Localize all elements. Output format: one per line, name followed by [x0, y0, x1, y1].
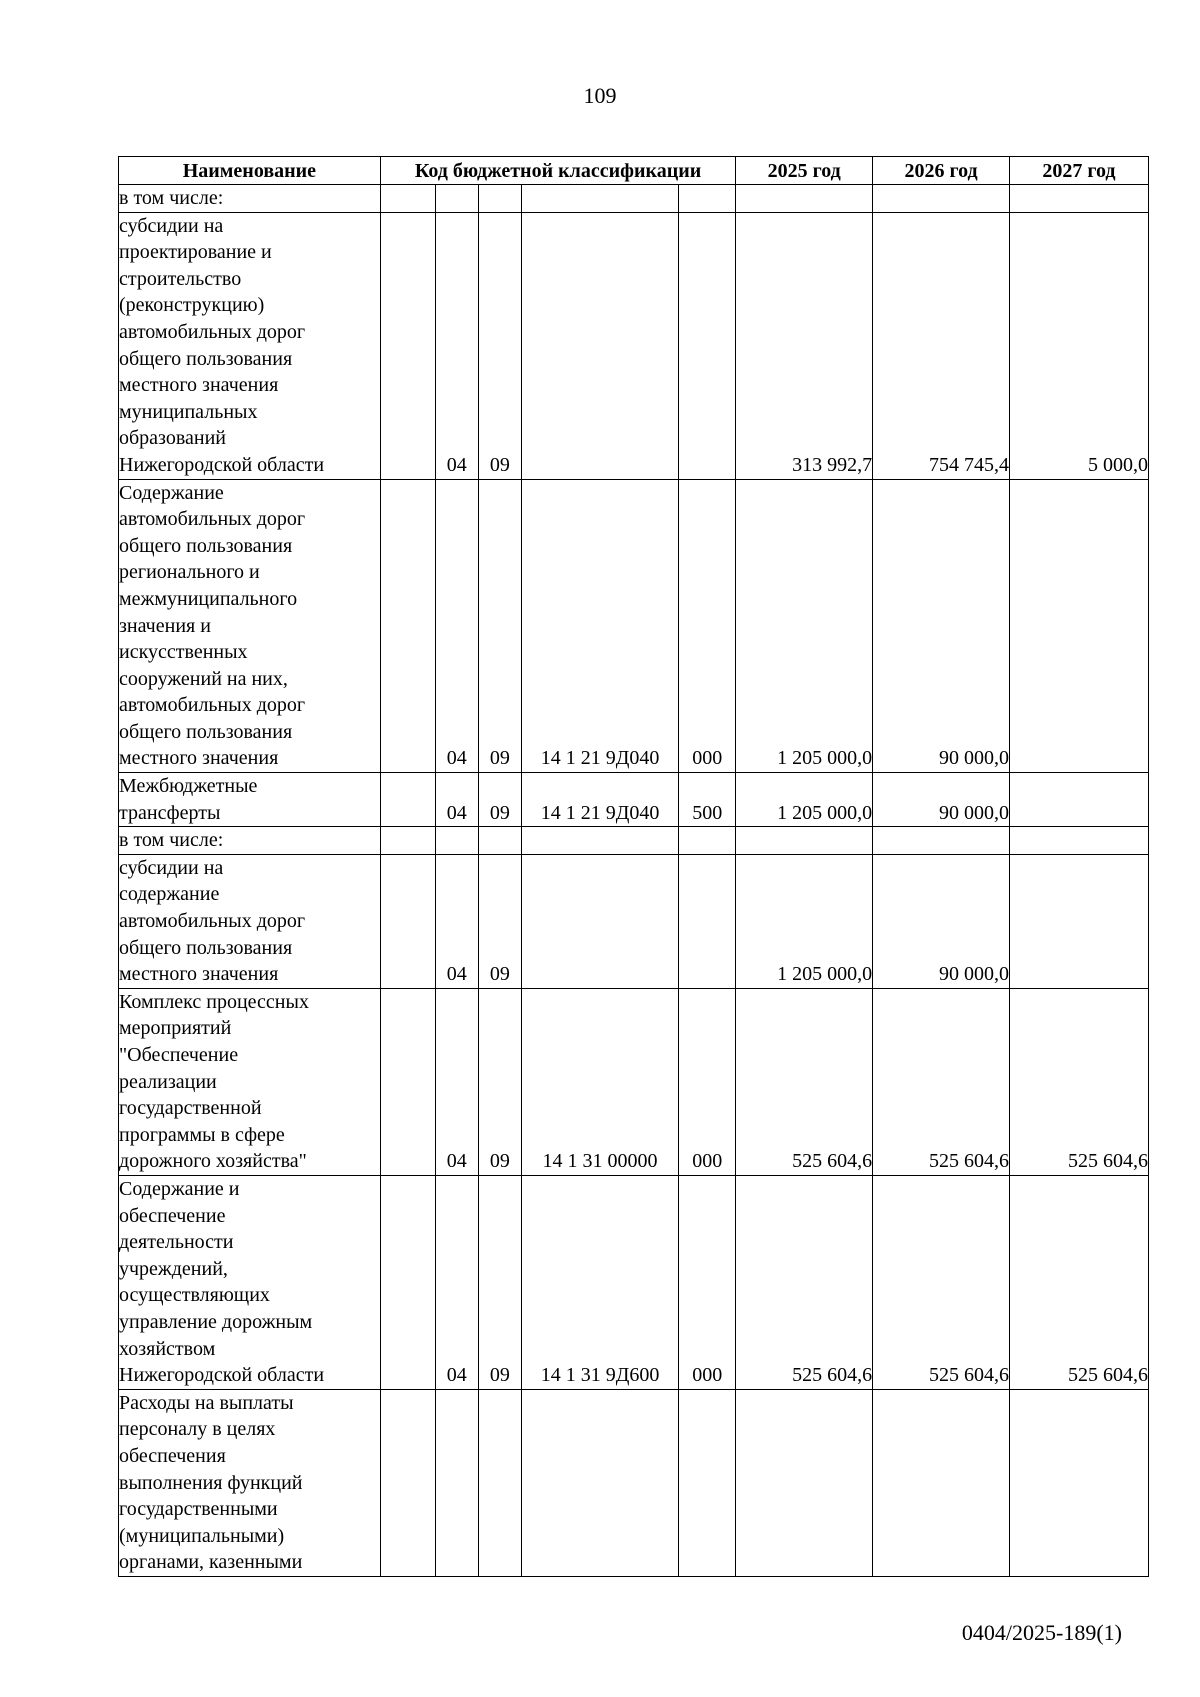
header-2027: 2027 год	[1009, 157, 1148, 185]
code-subsection: 09	[478, 1175, 521, 1389]
amount-2027	[1009, 1389, 1148, 1576]
header-2026: 2026 год	[873, 157, 1010, 185]
amount-2026	[873, 185, 1010, 213]
code-target-article	[521, 854, 678, 988]
code-section: 04	[435, 773, 478, 827]
code-section: 04	[435, 212, 478, 479]
amount-2027: 525 604,6	[1009, 988, 1148, 1175]
code-section: 04	[435, 479, 478, 773]
code-col-1	[380, 773, 435, 827]
table-row	[119, 854, 1149, 988]
amount-2026	[873, 827, 1010, 855]
code-section	[435, 827, 478, 855]
document-code: 0404/2025-189(1)	[961, 1620, 1122, 1645]
code-section: 04	[435, 854, 478, 988]
code-expense-type: 000	[679, 479, 736, 773]
code-col-1	[380, 827, 435, 855]
code-expense-type	[679, 212, 736, 479]
code-col-1	[380, 1389, 435, 1576]
amount-2027	[1009, 773, 1148, 827]
row-name: субсидии на содержание автомобильных дорог общего пользования местного значения	[119, 854, 381, 988]
amount-2026: 525 604,6	[873, 988, 1010, 1175]
code-target-article: 14 1 31 00000	[521, 988, 678, 1175]
amount-2025: 525 604,6	[736, 988, 873, 1175]
code-section: 04	[435, 988, 478, 1175]
page-number: 109	[583, 83, 617, 108]
amount-2027	[1009, 479, 1148, 773]
amount-2026: 90 000,0	[873, 773, 1010, 827]
row-name: Содержание автомобильных дорог общего пользования регионального и межмуниципального значения и искусственных сооружений на них, автомобильных дорог общего пользования местного значения	[119, 479, 381, 773]
code-col-1	[380, 1175, 435, 1389]
code-subsection: 09	[478, 773, 521, 827]
table-row	[119, 1175, 1149, 1389]
table-row	[119, 185, 1149, 213]
amount-2026: 754 745,4	[873, 212, 1010, 479]
code-subsection	[478, 185, 521, 213]
amount-2026: 90 000,0	[873, 479, 1010, 773]
amount-2027: 525 604,6	[1009, 1175, 1148, 1389]
code-subsection: 09	[478, 988, 521, 1175]
code-target-article	[521, 827, 678, 855]
code-expense-type: 000	[679, 988, 736, 1175]
amount-2025	[736, 185, 873, 213]
amount-2025: 525 604,6	[736, 1175, 873, 1389]
code-expense-type	[679, 854, 736, 988]
code-col-1	[380, 988, 435, 1175]
amount-2025: 313 992,7	[736, 212, 873, 479]
code-subsection: 09	[478, 212, 521, 479]
table-body	[119, 185, 1149, 1577]
table-row	[119, 1389, 1149, 1576]
amount-2025: 1 205 000,0	[736, 479, 873, 773]
code-expense-type: 000	[679, 1175, 736, 1389]
code-section: 04	[435, 1175, 478, 1389]
code-target-article	[521, 212, 678, 479]
code-expense-type	[679, 827, 736, 855]
header-name: Наименование	[119, 157, 381, 185]
row-name: в том числе:	[119, 827, 381, 855]
code-target-article: 14 1 21 9Д040	[521, 773, 678, 827]
code-col-1	[380, 185, 435, 213]
amount-2025	[736, 827, 873, 855]
amount-2025: 1 205 000,0	[736, 773, 873, 827]
amount-2027	[1009, 185, 1148, 213]
row-name: Комплекс процессных мероприятий "Обеспечение реализации государственной программы в сфере дорожного хозяйства"	[119, 988, 381, 1175]
table-row	[119, 773, 1149, 827]
code-target-article: 14 1 31 9Д600	[521, 1175, 678, 1389]
header-2025: 2025 год	[736, 157, 873, 185]
code-subsection	[478, 1389, 521, 1576]
amount-2026: 525 604,6	[873, 1175, 1010, 1389]
code-col-1	[380, 479, 435, 773]
code-target-article	[521, 1389, 678, 1576]
table-header-row	[119, 157, 1149, 185]
table-row	[119, 827, 1149, 855]
row-name: Содержание и обеспечение деятельности учреждений, осуществляющих управление дорожным хозяйством Нижегородской области	[119, 1175, 381, 1389]
code-subsection: 09	[478, 479, 521, 773]
code-expense-type: 500	[679, 773, 736, 827]
code-col-1	[380, 212, 435, 479]
table-row	[119, 479, 1149, 773]
code-subsection: 09	[478, 854, 521, 988]
header-code: Код бюджетной классификации	[380, 157, 736, 185]
amount-2025: 1 205 000,0	[736, 854, 873, 988]
code-expense-type	[679, 1389, 736, 1576]
code-section	[435, 185, 478, 213]
amount-2026: 90 000,0	[873, 854, 1010, 988]
table-row	[119, 988, 1149, 1175]
row-name: Расходы на выплаты персоналу в целях обеспечения выполнения функций государственными (муниципальными) органами, казенными	[119, 1389, 381, 1576]
row-name: в том числе:	[119, 185, 381, 213]
amount-2027	[1009, 827, 1148, 855]
budget-table	[118, 156, 1149, 1577]
code-expense-type	[679, 185, 736, 213]
code-target-article	[521, 185, 678, 213]
code-col-1	[380, 854, 435, 988]
code-section	[435, 1389, 478, 1576]
row-name: субсидии на проектирование и строительство (реконструкцию) автомобильных дорог общего пользования местного значения муниципальных образований Нижегородской области	[119, 212, 381, 479]
amount-2025	[736, 1389, 873, 1576]
amount-2027	[1009, 854, 1148, 988]
amount-2026	[873, 1389, 1010, 1576]
code-subsection	[478, 827, 521, 855]
code-target-article: 14 1 21 9Д040	[521, 479, 678, 773]
amount-2027: 5 000,0	[1009, 212, 1148, 479]
row-name: Межбюджетные трансферты	[119, 773, 381, 827]
table-row	[119, 212, 1149, 479]
